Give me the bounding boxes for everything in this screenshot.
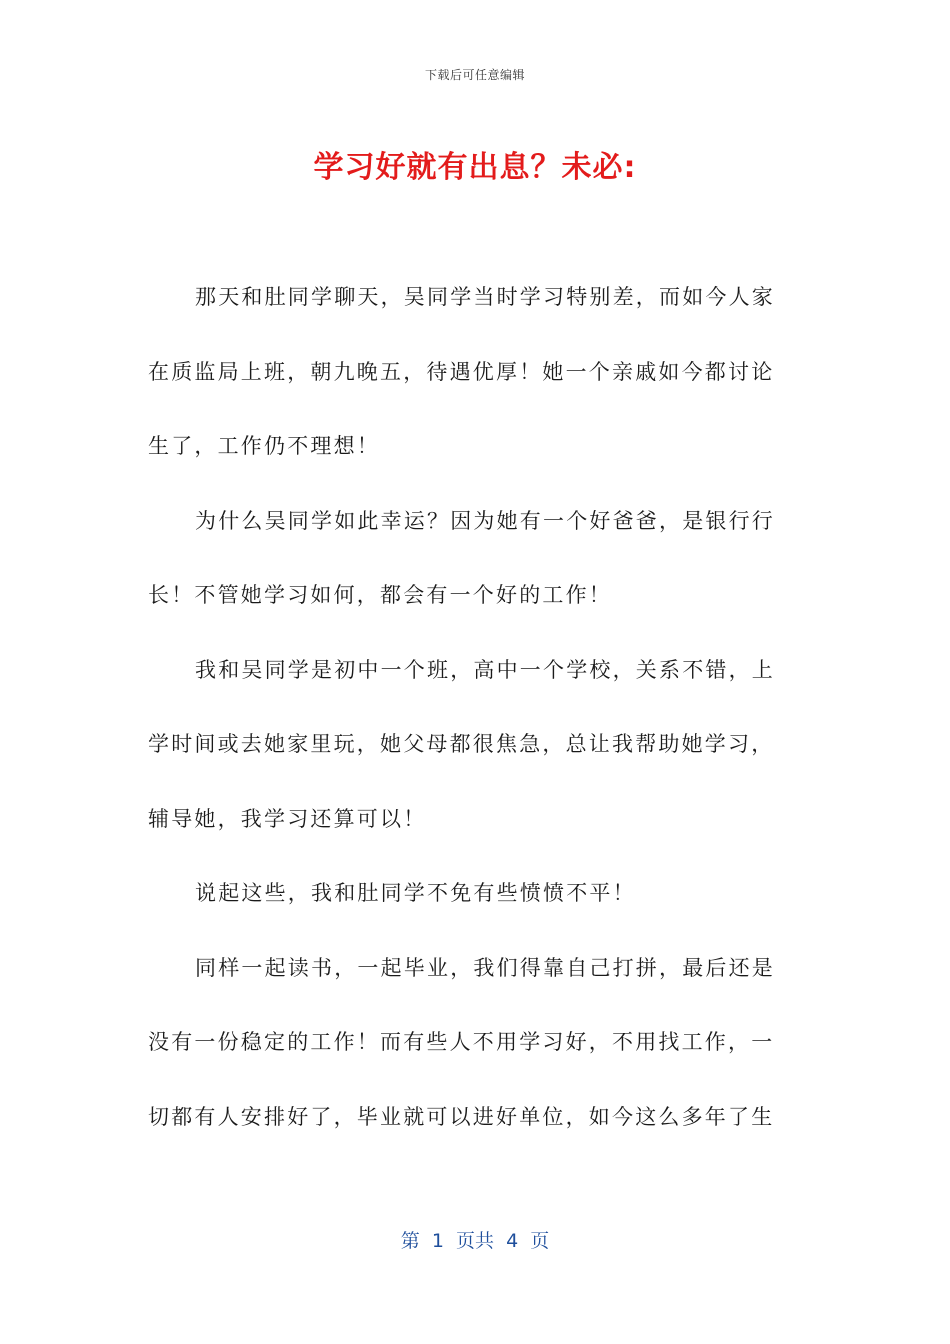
document-body [148, 278, 790, 1172]
body-line: 长！不管她学习如何，都会有一个好的工作！ [148, 583, 612, 607]
body-line: 同样一起读书，一起毕业，我们得靠自己打拼，最后还是 [195, 955, 775, 980]
body-line: 说起这些，我和肚同学不免有些愤愤不平！ [195, 881, 636, 905]
body-line: 那天和肚同学聊天，吴同学当时学习特别差，而如今人家 [195, 285, 775, 309]
body-line: 为什么吴同学如此幸运？因为她有一个好爸爸，是银行行 [195, 508, 775, 533]
body-line: 在质监局上班，朝九晚五，待遇优厚！她一个亲戚如今都讨论 [148, 359, 775, 384]
body-line: 学时间或去她家里玩，她父母都很焦急，总让我帮助她学习， [148, 732, 775, 756]
body-line: 没有一份稳定的工作！而有些人不用学习好，不用找工作，一 [148, 1030, 775, 1054]
document-title: 学习好就有出息？未必: [313, 150, 637, 185]
page-header-note: 下载后可任意编辑 [424, 68, 525, 82]
body-line: 辅导她，我学习还算可以！ [148, 806, 427, 831]
page-number-footer: 第 1 页共 4 页 [400, 1230, 550, 1252]
body-line: 切都有人安排好了，毕业就可以进好单位，如今这么多年了生 [148, 1104, 775, 1129]
body-line: 生了，工作仍不理想！ [148, 434, 380, 458]
body-line: 我和吴同学是初中一个班，高中一个学校，关系不错，上 [195, 657, 775, 682]
